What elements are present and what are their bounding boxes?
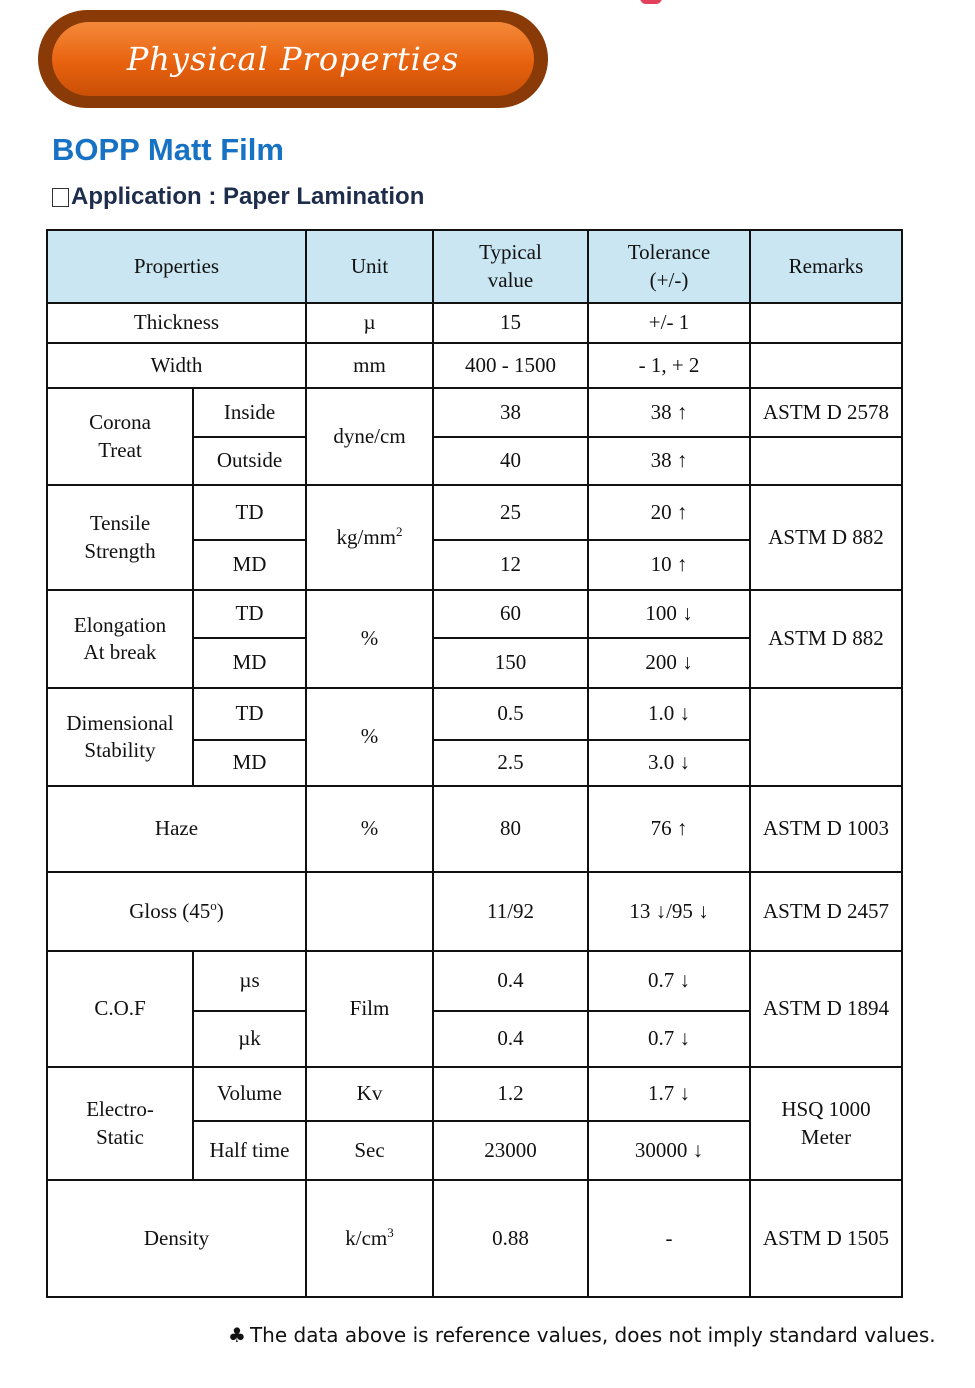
elongation-md-tolerance: 200 ↓ (588, 638, 750, 688)
width-unit: mm (306, 343, 433, 388)
gloss-label-base: Gloss (45 (129, 898, 211, 923)
corona-inside-typical: 38 (433, 388, 588, 437)
dimensional-md-tolerance: 3.0 ↓ (588, 740, 750, 786)
density-typical: 0.88 (433, 1180, 588, 1297)
electro-volume-tolerance: 1.7 ↓ (588, 1067, 750, 1121)
dimensional-td-tolerance: 1.0 ↓ (588, 688, 750, 740)
gloss-remarks: ASTM D 2457 (750, 872, 902, 951)
cof-uk-tolerance: 0.7 ↓ (588, 1011, 750, 1067)
corona-inside-tolerance: 38 ↑ (588, 388, 750, 437)
cof-uk-typical: 0.4 (433, 1011, 588, 1067)
density-unit-base: k/cm (345, 1225, 388, 1250)
cof-remarks: ASTM D 1894 (750, 951, 902, 1067)
dimensional-md-sub: MD (193, 740, 306, 786)
cof-us-sub: µs (193, 951, 306, 1011)
thickness-unit: µ (306, 303, 433, 343)
cof-uk-sub: µk (193, 1011, 306, 1067)
width-tolerance: - 1, + 2 (588, 343, 750, 388)
elongation-md-sub: MD (193, 638, 306, 688)
application-line (52, 183, 424, 211)
tensile-remarks: ASTM D 882 (750, 485, 902, 590)
table-row-gloss (47, 872, 902, 951)
electro-volume-typical: 1.2 (433, 1067, 588, 1121)
elongation-td-sub: TD (193, 590, 306, 638)
cof-us-typical: 0.4 (433, 951, 588, 1011)
gloss-label (47, 872, 306, 951)
density-tolerance: - (588, 1180, 750, 1297)
elongation-td-typical: 60 (433, 590, 588, 638)
density-remarks: ASTM D 1505 (750, 1180, 902, 1297)
header-typical: Typical value (433, 230, 588, 303)
header-tolerance-line2: (+/-) (649, 267, 689, 292)
electro-remarks: HSQ 1000 Meter (750, 1067, 902, 1180)
corona-unit: dyne/cm (306, 388, 433, 485)
cof-unit: Film (306, 951, 433, 1067)
dimensional-td-sub: TD (193, 688, 306, 740)
dimensional-unit: % (306, 688, 433, 786)
section-banner (38, 10, 548, 108)
width-label: Width (47, 343, 306, 388)
haze-remarks: ASTM D 1003 (750, 786, 902, 872)
corona-outside-sub: Outside (193, 437, 306, 485)
header-unit: Unit (306, 230, 433, 303)
haze-unit: % (306, 786, 433, 872)
cof-us-tolerance: 0.7 ↓ (588, 951, 750, 1011)
tensile-md-sub: MD (193, 540, 306, 590)
electro-halftime-sub: Half time (193, 1121, 306, 1180)
table-row-density (47, 1180, 902, 1297)
properties-table (46, 229, 903, 1298)
elongation-md-typical: 150 (433, 638, 588, 688)
elongation-unit: % (306, 590, 433, 688)
tensile-td-typical: 25 (433, 485, 588, 540)
tensile-md-tolerance: 10 ↑ (588, 540, 750, 590)
footnote-text: The data above is reference values, does not imply standard values. (249, 1323, 936, 1347)
tensile-unit-sup: 2 (396, 523, 403, 539)
corona-outside-typical: 40 (433, 437, 588, 485)
footnote (228, 1323, 936, 1347)
density-unit-sup: 3 (387, 1224, 394, 1240)
gloss-unit (306, 872, 433, 951)
corona-inside-remarks: ASTM D 2578 (750, 388, 902, 437)
dimensional-label: Dimensional Stability (47, 688, 193, 786)
table-row-tensile-td (47, 485, 902, 540)
header-tolerance-line1: Tolerance (627, 240, 711, 265)
application-text: Application : Paper Lamination (71, 183, 425, 210)
electro-halftime-unit: Sec (306, 1121, 433, 1180)
density-unit (306, 1180, 433, 1297)
elongation-td-tolerance: 100 ↓ (588, 590, 750, 638)
electro-volume-unit: Kv (306, 1067, 433, 1121)
elongation-label: Elongation At break (47, 590, 193, 688)
gloss-typical: 11/92 (433, 872, 588, 951)
elongation-remarks: ASTM D 882 (750, 590, 902, 688)
gloss-label-sup: o (210, 897, 217, 913)
corona-outside-remarks (750, 437, 902, 485)
decorative-dot (640, 0, 662, 4)
width-typical: 400 - 1500 (433, 343, 588, 388)
corona-label: Corona Treat (47, 388, 193, 485)
dimensional-td-typical: 0.5 (433, 688, 588, 740)
haze-typical: 80 (433, 786, 588, 872)
tensile-label: Tensile Strength (47, 485, 193, 590)
table-row-dimensional-td (47, 688, 902, 740)
electro-halftime-tolerance: 30000 ↓ (588, 1121, 750, 1180)
dimensional-md-typical: 2.5 (433, 740, 588, 786)
density-label: Density (47, 1180, 306, 1297)
club-icon: ♣ (228, 1323, 246, 1347)
haze-label: Haze (47, 786, 306, 872)
tensile-td-tolerance: 20 ↑ (588, 485, 750, 540)
header-properties: Properties (47, 230, 306, 303)
dimensional-remarks (750, 688, 902, 786)
table-row-width (47, 343, 902, 388)
checkbox-icon (52, 188, 69, 207)
table-row-elongation-td (47, 590, 902, 638)
width-remarks (750, 343, 902, 388)
electro-label: Electro- Static (47, 1067, 193, 1180)
table-row-electro-volume (47, 1067, 902, 1121)
tensile-td-sub: TD (193, 485, 306, 540)
header-tolerance (588, 230, 750, 303)
electro-halftime-typical: 23000 (433, 1121, 588, 1180)
table-row-haze (47, 786, 902, 872)
corona-outside-tolerance: 38 ↑ (588, 437, 750, 485)
header-remarks: Remarks (750, 230, 902, 303)
table-header-row (47, 230, 902, 303)
tensile-md-typical: 12 (433, 540, 588, 590)
thickness-remarks (750, 303, 902, 343)
table-row-corona-inside (47, 388, 902, 437)
corona-inside-sub: Inside (193, 388, 306, 437)
thickness-typical: 15 (433, 303, 588, 343)
banner-title: Physical Properties (126, 40, 460, 78)
page-title: BOPP Matt Film (52, 132, 284, 167)
haze-tolerance: 76 ↑ (588, 786, 750, 872)
gloss-label-end: ) (216, 898, 224, 923)
table-row-cof-us (47, 951, 902, 1011)
tensile-unit (306, 485, 433, 590)
thickness-tolerance: +/- 1 (588, 303, 750, 343)
banner-inner (52, 22, 534, 96)
cof-label: C.O.F (47, 951, 193, 1067)
table-row-thickness (47, 303, 902, 343)
thickness-label: Thickness (47, 303, 306, 343)
gloss-tolerance: 13 ↓/95 ↓ (588, 872, 750, 951)
tensile-unit-base: kg/mm (336, 524, 396, 549)
electro-volume-sub: Volume (193, 1067, 306, 1121)
